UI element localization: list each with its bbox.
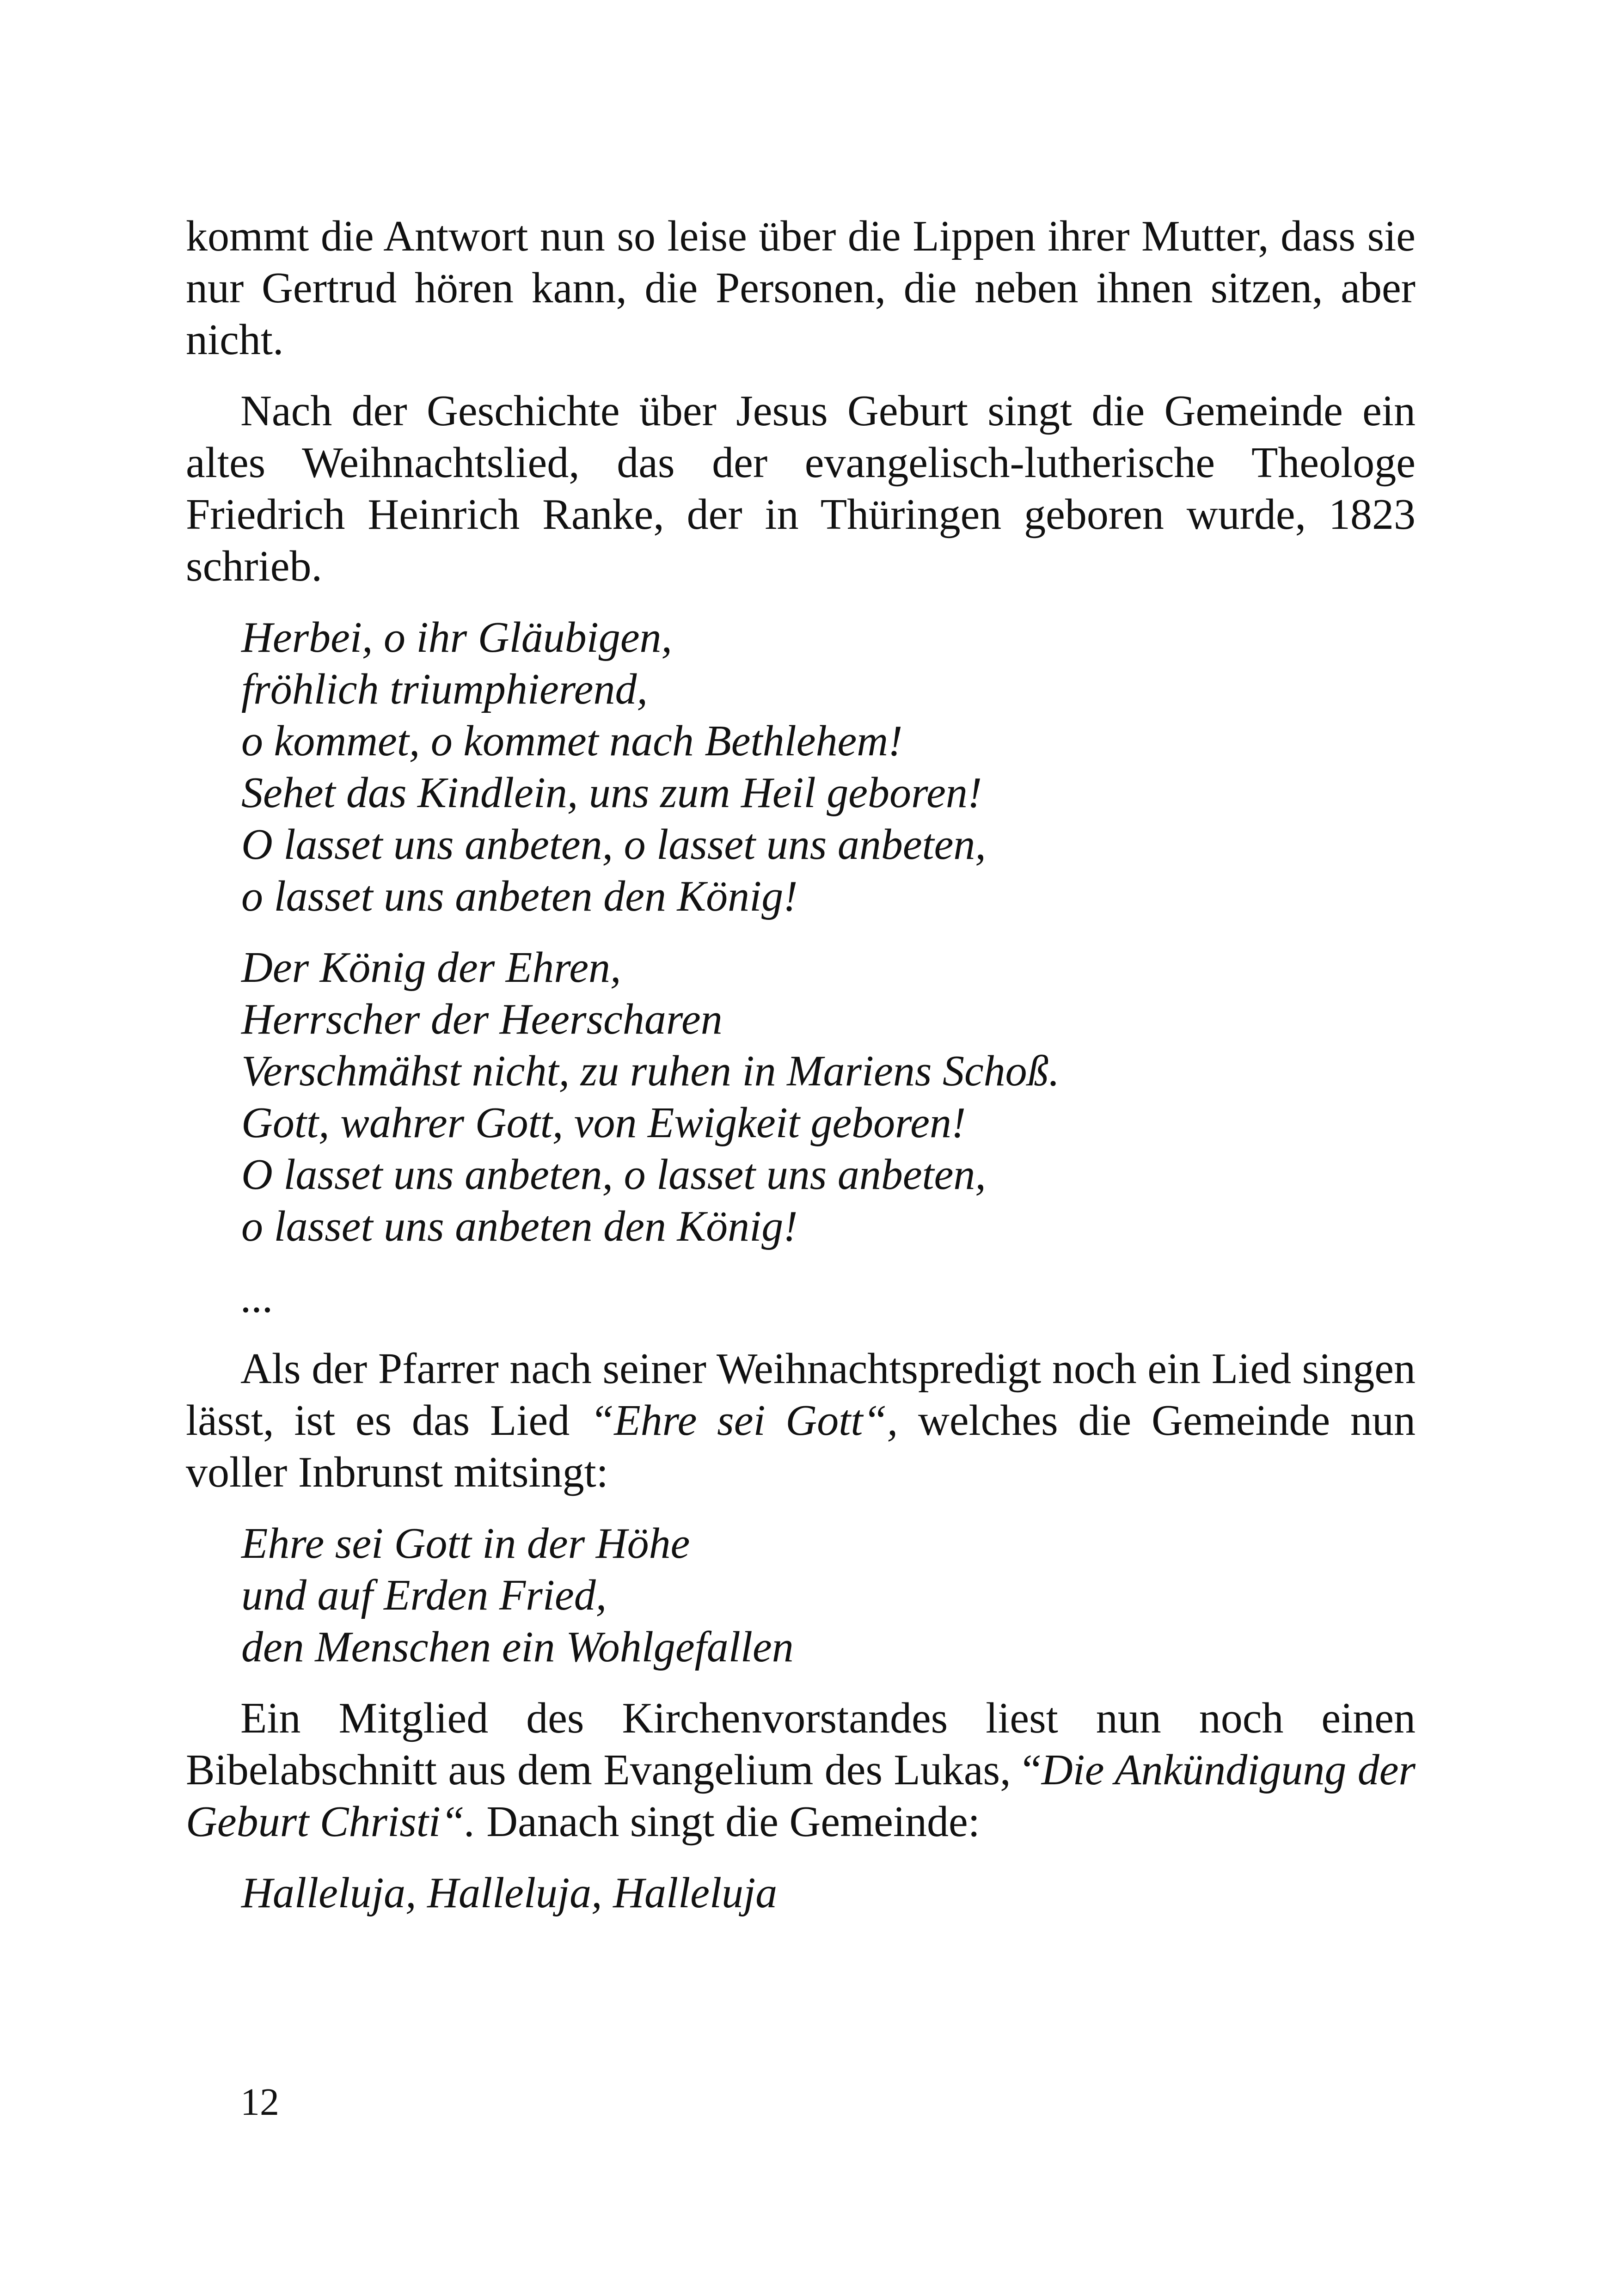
hymn-stanza-4 <box>241 1867 1416 1919</box>
verse-line: fröhlich triumphierend, <box>241 665 648 713</box>
paragraph-text: Ein Mitglied des Kirchenvorstandes liest nun noch einen Bibelabschnitt aus dem Evangelium des Lukas, “ <box>186 1694 1416 1794</box>
verse-line: O lasset uns anbeten, o lasset uns anbeten, <box>241 820 986 869</box>
verse-line: Sehet das Kindlein, uns zum Heil geboren! <box>241 769 982 817</box>
verse-ellipsis: ... <box>241 1274 274 1322</box>
verse-line: und auf Erden Fried, <box>241 1571 607 1619</box>
verse-line: den Menschen ein Wohlgefallen <box>241 1623 794 1671</box>
song-title: “Ehre sei Gott“, <box>589 1396 898 1445</box>
verse-line: Gott, wahrer Gott, von Ewigkeit geboren! <box>241 1099 966 1147</box>
hymn-stanza-3 <box>241 1518 1416 1673</box>
paragraph-text: Danach singt die Gemeinde: <box>475 1798 980 1846</box>
verse-line: Halleluja, Halleluja, Halleluja <box>241 1869 778 1917</box>
verse-line: o lasset uns anbeten den König! <box>241 872 798 920</box>
paragraph-hymn-intro: Nach der Geschichte über Jesus Geburt singt die Gemeinde ein altes Weihnachtslied, das der evangelisch-lutherische Theologe Friedrich Heinrich Ranke, der in Thüringen geboren wurde, 1823 schrieb. <box>186 387 1416 590</box>
verse-line: Herrscher der Heerscharen <box>241 995 723 1043</box>
verse-line: o kommet, o kommet nach Bethlehem! <box>241 717 903 765</box>
paragraph-bible-reading <box>186 1692 1416 1848</box>
hymn-stanza-2 <box>241 942 1416 1252</box>
verse-line: Herbei, o ihr Gläubigen, <box>241 613 673 661</box>
page-number: 12 <box>240 2081 279 2124</box>
verse-line: Ehre sei Gott in der Höhe <box>241 1519 690 1567</box>
paragraph-continued: kommt die Antwort nun so leise über die Lippen ihrer Mutter, dass sie nur Gertrud hören kann, die Personen, die neben ihnen sitzen, aber nicht. <box>186 212 1416 364</box>
paragraph-text: Als der Pfarrer nach seiner Weihnachtspredigt noch ein Lied singen lässt, ist es das Lied <box>186 1345 1416 1445</box>
hymn-stanza-1 <box>241 612 1416 922</box>
verse-line: o lasset uns anbeten den König! <box>241 1202 798 1250</box>
paragraph-text: welches die Gemeinde nun voller Inbrunst mitsingt: <box>186 1396 1416 1496</box>
verse-line: Der König der Ehren, <box>241 943 621 992</box>
page-body <box>186 210 1416 1938</box>
verse-line: Verschmähst nicht, zu ruhen in Mariens Schoß. <box>241 1047 1060 1095</box>
reading-title: Die Ankündigung der Geburt Christi“. <box>186 1746 1416 1846</box>
verse-line: O lasset uns anbeten, o lasset uns anbeten, <box>241 1151 986 1199</box>
paragraph-sermon-song <box>186 1343 1416 1498</box>
